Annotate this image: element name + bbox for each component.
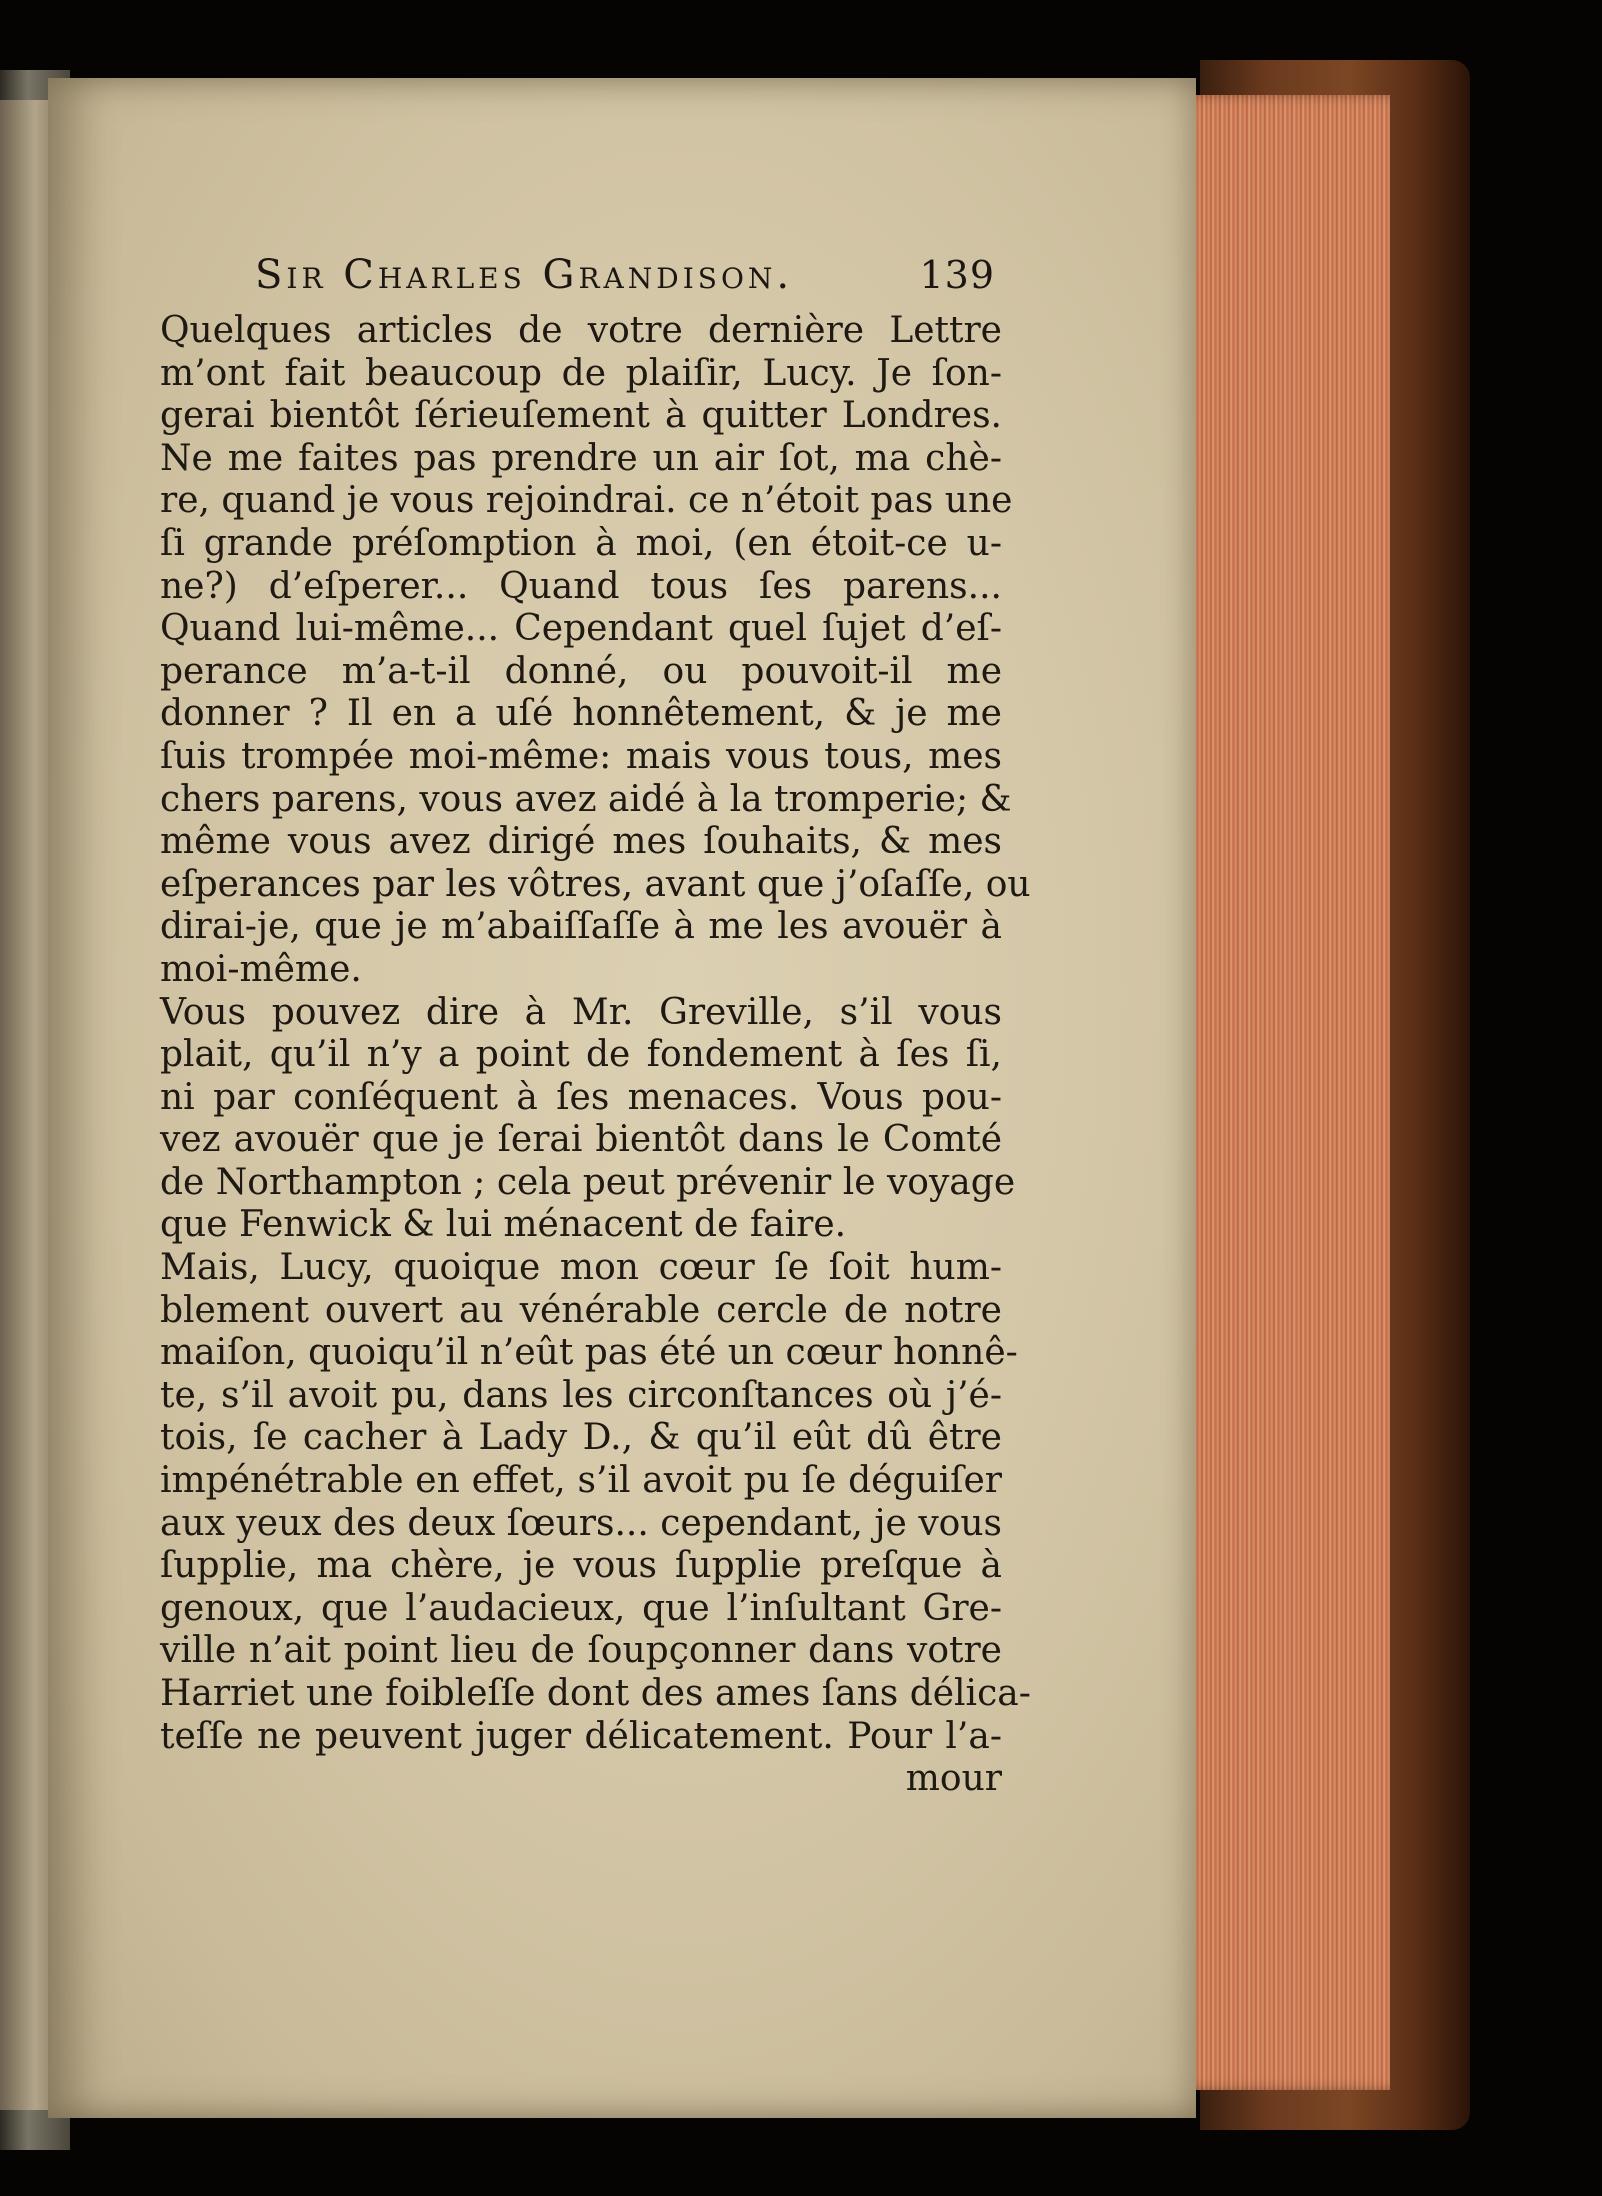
text-line: ſuis trompée moi-même: mais vous tous, mes <box>160 735 1002 777</box>
text-line: blement ouvert au vénérable cercle de notre <box>160 1289 1002 1331</box>
text-line: gerai bientôt ſérieuſement à quitter Londres. <box>160 395 1002 437</box>
text-line: maiſon, quoiqu’il n’eût pas été un cœur honnê- <box>160 1332 1018 1374</box>
text-line: Vous pouvez dire à Mr. Greville, s’il vous <box>160 991 1002 1033</box>
text-line: dirai-je, que je m’abaiſſaſſe à me les avouër à <box>160 906 1002 948</box>
body-text <box>160 310 1031 1801</box>
catchword: mour <box>905 1758 1002 1800</box>
text-line: genoux, que l’audacieux, que l’inſultant Gre- <box>160 1587 1002 1629</box>
text-line: aux yeux des deux ſœurs... cependant, je vous <box>160 1502 1002 1544</box>
text-line: Mais, Lucy, quoique mon cœur ſe ſoit hum- <box>160 1247 1002 1289</box>
page-number: 139 <box>919 253 995 297</box>
text-line: m’ont fait beaucoup de plaiſir, Lucy. Je ſon- <box>160 352 1002 394</box>
text-line: te, s’il avoit pu, dans les circonſtances où j’é- <box>160 1374 1002 1416</box>
text-line: ni par conſéquent à ſes menaces. Vous pou- <box>160 1076 1002 1118</box>
text-line: ville n’ait point lieu de ſoupçonner dans votre <box>160 1630 1002 1672</box>
text-line: que Fenwick & lui ménacent de faire. <box>160 1204 847 1246</box>
text-line: Quand lui-même... Cependant quel ſujet d’eſ- <box>160 608 1002 650</box>
text-line: Quelques articles de votre dernière Lettre <box>160 310 1002 351</box>
text-line: Harriet une foibleſſe dont des ames ſans délica- <box>160 1673 1031 1714</box>
text-line: plait, qu’il n’y a point de fondement à ſes ſi, <box>160 1034 1002 1076</box>
text-line: ne?) d’eſperer... Quand tous ſes parens... <box>160 565 1002 607</box>
text-line: ſupplie, ma chère, je vous ſupplie preſque à <box>160 1545 1002 1587</box>
page-edges <box>1170 95 1390 2090</box>
text-line: re, quand je vous rejoindrai. ce n’étoit pas une <box>160 480 1013 522</box>
text-line: donner ? Il en a uſé honnêtement, & je me <box>160 693 1002 735</box>
text-line: ſi grande préſomption à moi, (en étoit-ce u- <box>160 522 1002 564</box>
text-line: de Northampton ; cela peut prévenir le voyage <box>160 1161 1016 1203</box>
text-line: teſſe ne peuvent juger délicatement. Pour l’a- <box>160 1715 1002 1757</box>
text-line: tois, ſe cacher à Lady D., & qu’il eût dû être <box>160 1417 1002 1459</box>
text-line: Ne me faites pas prendre un air ſot, ma chè- <box>160 437 1002 479</box>
text-line: chers parens, vous avez aidé à la tromperie; & <box>160 778 1012 820</box>
running-head <box>255 252 995 308</box>
text-line: moi-même. <box>160 948 362 990</box>
running-title: Sir Charles Grandison. <box>255 252 794 298</box>
text-line: perance m’a-t-il donné, ou pouvoit-il me <box>160 650 1002 692</box>
text-line: eſperances par les vôtres, avant que j’oſaſſe, ou <box>160 863 1031 905</box>
text-line: vez avouër que je ſerai bientôt dans le Comté <box>160 1119 1002 1161</box>
text-line: même vous avez dirigé mes ſouhaits, & mes <box>160 821 1002 863</box>
text-line: impénétrable en effet, s’il avoit pu ſe déguiſer <box>160 1460 1002 1502</box>
